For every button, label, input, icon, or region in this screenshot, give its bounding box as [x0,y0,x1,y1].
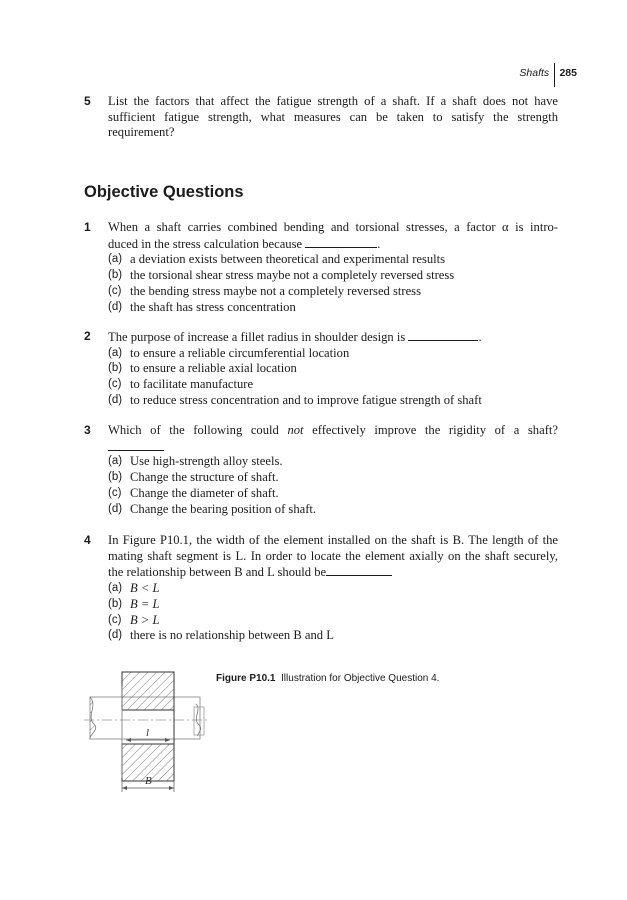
option-text: Use high-strength alloy steels. [130,454,283,469]
question-text: Which of the following could [108,423,279,437]
option-label: (b) [108,471,123,484]
shaft-break-left [90,697,96,739]
figure-caption-text: Illustration for Objective Question 4. [281,673,440,684]
question-line: sufficient fatigue strength, what measures can be taken to satisfy the strength [108,109,558,124]
option [108,581,558,597]
option-label: (c) [108,284,122,297]
option [108,502,558,518]
option-text: B < L [130,581,160,596]
answer-blank [326,564,392,576]
option [108,393,558,409]
question-line: When a shaft carries combined bending and torsional stresses, a factor α is intro- [108,220,558,234]
option [108,597,558,613]
question-number: 1 [84,220,91,234]
answer-blank [108,439,164,451]
question-number: 2 [84,329,91,343]
option-label: (d) [108,300,123,313]
running-head-chapter: Shafts [519,67,550,79]
option-label: (c) [108,378,122,391]
dim-label-B: B [145,775,152,787]
option-label: (a) [108,346,123,359]
question-text: the relationship between B and L should be [108,565,327,580]
option [108,454,558,470]
dim-arrow [122,786,127,790]
running-head-divider [554,63,555,87]
figure-caption [216,673,439,684]
option-text: a deviation exists between theoretical and experimental results [130,252,446,267]
option-text: there is no relationship between B and L [130,628,334,643]
question-text: duced in the stress calculation because [108,236,303,251]
shaft-end [194,707,204,735]
option-text: to ensure a reliable circumferential location [130,345,350,360]
question-5 [84,94,558,141]
shaft-figure [84,668,208,793]
option-text: to reduce stress concentration and to improve fatigue strength of shaft [130,392,482,407]
option [108,377,558,393]
objective-question-1 [84,220,558,315]
option [108,252,558,268]
option-text: to ensure a reliable axial location [130,361,297,376]
option-label: (b) [108,362,123,375]
question-line [108,329,558,346]
option-text: the torsional shear stress maybe not a completely reversed stress [130,268,455,283]
option-text: the bending stress maybe not a completely reversed stress [130,283,421,298]
option-text: Change the diameter of shaft. [130,485,279,500]
option-label: (a) [108,582,123,595]
option [108,284,558,300]
question-line: List the factors that affect the fatigue strength of a shaft. If a shaft does not have [108,94,558,108]
option-text: Change the bearing position of shaft. [130,501,317,516]
figure-label: Figure P10.1 [216,673,276,684]
dim-label-l: l [146,727,150,739]
option [108,613,558,629]
answer-blank [408,329,478,341]
option-label: (a) [108,455,123,468]
option-label: (d) [108,393,123,406]
option [108,486,558,502]
option-text: B > L [130,612,160,627]
question-emphasis: not [287,423,304,437]
objective-question-3 [84,423,558,517]
objective-question-2 [84,329,558,409]
question-text: The purpose of increase a fillet radius in shoulder design is [108,330,406,344]
page-number: 285 [559,67,577,79]
question-number: 3 [84,423,91,437]
question-line: requirement? [108,125,175,140]
option [108,361,558,377]
option-text: to facilitate manufacture [130,377,254,392]
question-line [108,564,558,581]
option-label: (d) [108,629,123,642]
option [108,628,558,644]
option-label: (c) [108,613,122,626]
question-text: . [478,330,482,344]
hub-top [122,672,174,710]
answer-blank [305,236,377,248]
question-line [108,423,558,439]
section-title: Objective Questions [84,183,244,201]
question-line [108,236,558,253]
option [108,300,558,316]
question-text: effectively improve the rigidity of a shaft? [312,423,558,437]
option-label: (a) [108,253,123,266]
option-text: B = L [130,596,160,611]
question-line [108,439,558,455]
option-label: (d) [108,502,123,515]
question-number: 5 [84,94,91,108]
option-text: the shaft has stress concentration [130,299,296,314]
dim-arrow [169,786,174,790]
option-text: Change the structure of shaft. [130,470,279,485]
question-number: 4 [84,533,91,547]
option-label: (b) [108,269,123,282]
option [108,268,558,284]
option [108,346,558,362]
option-label: (c) [108,486,122,499]
running-head [519,65,577,81]
question-line: mating shaft segment is L. In order to locate the element axially on the shaft securely, [108,548,558,563]
objective-question-4 [84,533,558,644]
option [108,470,558,486]
question-text: . [377,236,381,251]
question-line: In Figure P10.1, the width of the element installed on the shaft is B. The length of the [108,533,558,547]
option-label: (b) [108,597,123,610]
